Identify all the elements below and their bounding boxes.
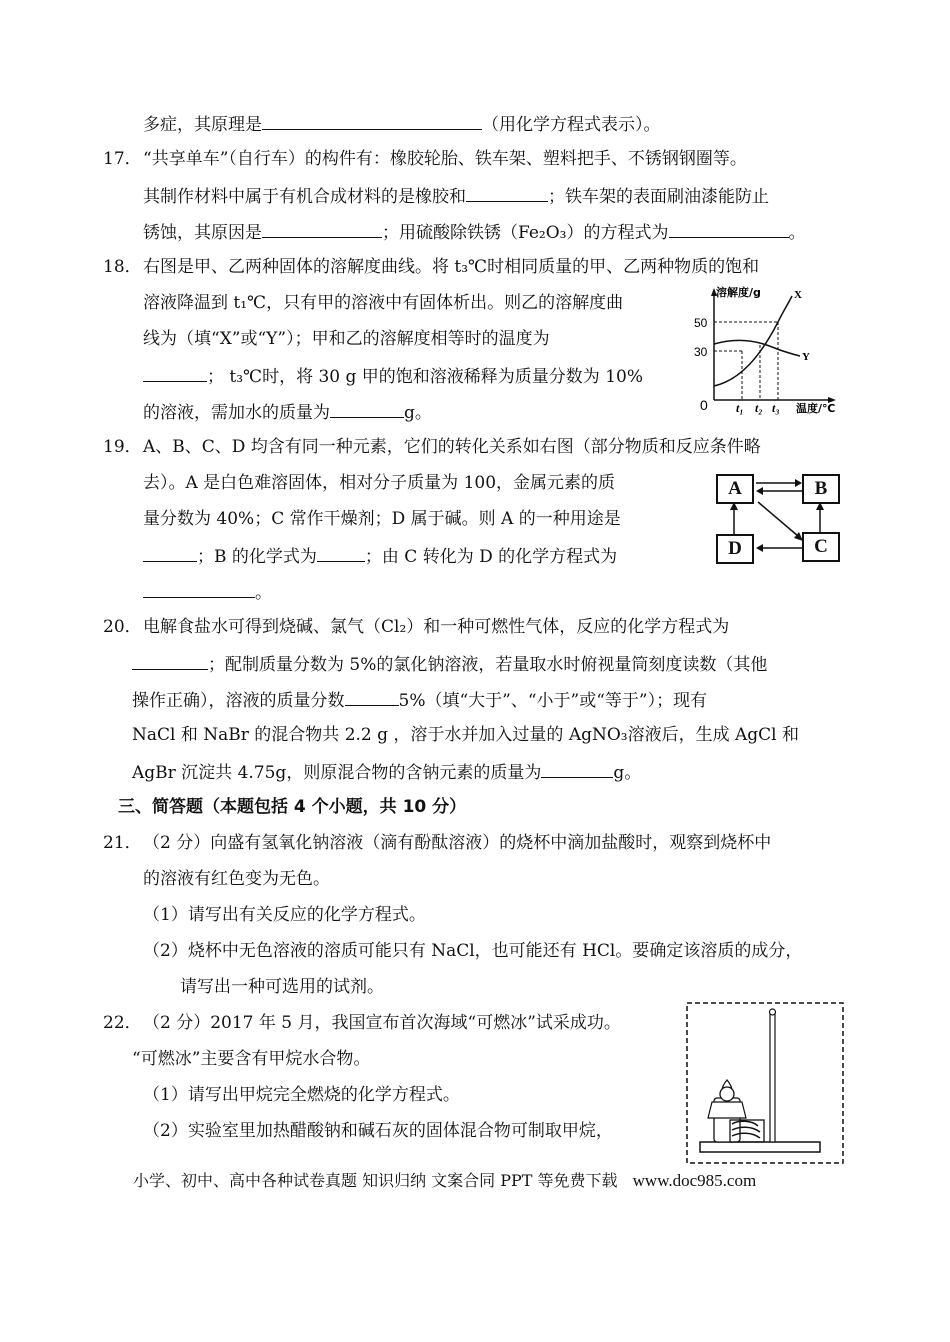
q17-line1: [103, 147, 747, 171]
q18-line4: [143, 363, 643, 389]
q19-text-4b: ；B 的化学式为: [197, 547, 317, 567]
q20-number: 20．: [103, 617, 142, 637]
q22-line2: [132, 1047, 370, 1071]
q20-line2: [132, 651, 767, 677]
q17-text-1: “共享单车”（自行车）的构件有：橡胶轮胎、铁车架、塑料把手、不锈钢钢圈等。: [143, 149, 747, 169]
q17-line2: [143, 183, 769, 209]
q17-text-2a: 其制作材料中属于有机合成材料的是橡胶和: [143, 187, 466, 207]
q19-blank-use[interactable]: [143, 543, 197, 562]
q20-blank-compare[interactable]: [345, 687, 399, 706]
q18-line3: [143, 327, 550, 351]
arrow-b-to-a-head: [756, 487, 763, 495]
q18-blank-temp[interactable]: [143, 363, 207, 382]
q21-number: 21．: [103, 833, 142, 853]
q17-text-3a: 锈蚀，其原因是: [143, 223, 262, 243]
lab-apparatus-figure: [686, 1002, 846, 1166]
abcd-diagram: [712, 470, 846, 566]
section-3-heading: 三、简答题（本题包括 4 个小题，共 10 分）: [118, 797, 467, 817]
q18-text-1: 右图是甲、乙两种固体的溶解度曲线。将 t₃℃时相同质量的甲、乙两种物质的饱和: [143, 257, 760, 277]
q21-sub2-cont: [180, 975, 384, 999]
q22-sub1: [143, 1083, 460, 1107]
q18-line5: [143, 399, 432, 425]
q17-line3: [143, 219, 806, 245]
q17-text-3c: 。: [788, 223, 806, 243]
q18-text-5b: g。: [404, 403, 432, 423]
burner-glass: [708, 1102, 746, 1118]
q21-sub2b-text: 请写出一种可选用的试剂。: [180, 977, 384, 997]
q19-text-3: 量分数为 40%；C 常作干燥剂；D 属于碱。则 A 的一种用途是: [143, 509, 621, 529]
q18-text-2: 溶液降温到 t₁℃，只有甲的溶液中有固体析出。则乙的溶解度曲: [143, 293, 624, 313]
q19-text-1: A、B、C、D 均含有同一种元素，它们的转化关系如右图（部分物质和反应条件略: [143, 437, 761, 457]
q22-sub1-text: （1）请写出甲烷完全燃烧的化学方程式。: [143, 1085, 460, 1105]
q19-line3: [143, 507, 621, 531]
q22-sub2-text: （2）实验室里加热醋酸钠和碱石灰的固体混合物可制取甲烷，: [143, 1121, 613, 1141]
q19-blank-equation[interactable]: [143, 579, 255, 598]
stand-base: [700, 1142, 820, 1152]
q17-blank-3[interactable]: [669, 219, 789, 238]
q21-text-2: 的溶液有红色变为无色。: [143, 869, 330, 889]
q18-line1: [103, 255, 759, 279]
q20-text-5a: AgBr 沉淀共 4.75g，则原混合物的含钠元素的质量为: [132, 763, 542, 783]
footer-url[interactable]: www.doc985.com: [632, 1171, 757, 1190]
q19-text-4c: ；由 C 转化为 D 的化学方程式为: [364, 547, 618, 567]
chart-xlabel: 温度/℃: [796, 402, 836, 415]
arrow-c-to-d-head: [756, 544, 763, 552]
solubility-curve-figure: [690, 282, 850, 420]
q17-number: 17．: [103, 149, 142, 169]
curve-y: [714, 340, 800, 356]
q20-text-5b: g。: [613, 763, 642, 783]
q19-line4: [143, 543, 617, 569]
q19-line1: [103, 435, 761, 459]
x-tick-t2: t₂: [755, 401, 763, 415]
q21-text-1: （2 分）向盛有氢氧化钠溶液（滴有酚酞溶液）的烧杯中滴加盐酸时，观察到烧杯中: [143, 833, 772, 853]
q18-text-4b: ； t₃℃时，将 30 g 甲的饱和溶液稀释为质量分数为 10%: [207, 367, 643, 387]
q20-line5: [132, 759, 641, 785]
q20-line1: [103, 615, 729, 639]
q21-sub2-text: （2）烧杯中无色溶液的溶质可能只有 NaCl，也可能还有 HCl。要确定该溶质的成分，: [143, 941, 803, 961]
q17-text-2b: ；铁车架的表面刷油漆能防止: [548, 187, 769, 207]
q20-text-1: 电解食盐水可得到烧碱、氯气（Cl₂）和一种可燃性气体，反应的化学方程式为: [143, 617, 730, 637]
chart-origin: 0: [700, 397, 708, 413]
rod-tip: [770, 1009, 776, 1015]
q17-blank-2[interactable]: [262, 219, 382, 238]
y-tick-30: 30: [694, 345, 708, 359]
q18-line2: [143, 291, 623, 315]
q19-blank-formula[interactable]: [317, 543, 365, 562]
q20-line3: [132, 687, 707, 713]
q16-text-a: 多症，其原理是: [143, 115, 262, 135]
box-d: D: [716, 534, 754, 564]
q20-text-2b: ；配制质量分数为 5%的氯化钠溶液，若量取水时俯视量筒刻度读数（其他: [208, 655, 768, 675]
q22-number: 22．: [103, 1013, 142, 1033]
figure-frame: [687, 1003, 843, 1163]
q19-line5: [143, 579, 272, 605]
q21-sub2: [143, 939, 802, 963]
q19-text-2: 去）。A 是白色难溶固体，相对分子质量为 100，金属元素的质: [143, 473, 616, 493]
box-b: B: [802, 474, 840, 504]
q18-text-3: 线为（填“X”或“Y”）；甲和乙的溶解度相等时的温度为: [143, 329, 550, 349]
q19-text-5b: 。: [255, 583, 272, 603]
q20-text-3b: 5%（填“大于”、“小于”或“等于”）；现有: [398, 691, 708, 711]
footer: [133, 1168, 756, 1191]
x-tick-t3: t₃: [772, 401, 780, 415]
q17-text-3b: ；用硫酸除铁锈（Fe₂O₃）的方程式为: [382, 223, 669, 243]
q20-text-3a: 操作正确），溶液的质量分数: [132, 691, 345, 711]
q21-line1: [103, 831, 771, 855]
q18-text-5a: 的溶液，需加水的质量为: [143, 403, 330, 423]
q19-line2: [143, 471, 615, 495]
q16-text-b: （用化学方程式表示）。: [482, 115, 661, 135]
q21-sub1-text: （1）请写出有关反应的化学方程式。: [143, 905, 426, 925]
curve-y-label: Y: [802, 351, 810, 363]
q22-line1: [103, 1011, 621, 1035]
q17-blank-1[interactable]: [466, 183, 548, 202]
q21-line2: [143, 867, 330, 891]
q19-number: 19．: [103, 437, 142, 457]
arrow-a-to-c: [758, 502, 798, 536]
arrow-a-to-b-head: [795, 479, 802, 487]
q22-text-2: “可燃冰”主要含有甲烷水合物。: [132, 1049, 371, 1069]
q20-line4: [132, 723, 799, 747]
chart-ylabel: 溶解度/g: [716, 286, 761, 299]
q22-text-1: （2 分）2017 年 5 月，我国宣布首次海域“可燃冰”试采成功。: [143, 1013, 621, 1033]
curve-x-label: X: [794, 289, 802, 301]
footer-text: 小学、初中、高中各种试卷真题 知识归纳 文案合同 PPT 等免费下载: [133, 1171, 618, 1190]
y-tick-50: 50: [694, 316, 708, 330]
q20-text-4: NaCl 和 NaBr 的混合物共 2.2 g ，溶于水并加入过量的 AgNO₃溶液后，生成 AgCl 和: [132, 725, 800, 745]
q21-sub1: [143, 903, 426, 927]
box-c: C: [802, 532, 840, 562]
box-a: A: [716, 474, 754, 504]
x-tick-t1: t₁: [736, 401, 744, 415]
q16-tail-line: [143, 111, 661, 137]
q18-blank-mass[interactable]: [330, 399, 404, 418]
q20-blank-mass[interactable]: [541, 759, 613, 778]
stand-rod: [770, 1012, 775, 1142]
q18-number: 18．: [103, 257, 142, 277]
q20-blank-equation[interactable]: [132, 651, 208, 670]
q16-answer-blank[interactable]: [262, 111, 482, 130]
burner-cap: [720, 1087, 734, 1101]
q22-sub2: [143, 1119, 613, 1143]
